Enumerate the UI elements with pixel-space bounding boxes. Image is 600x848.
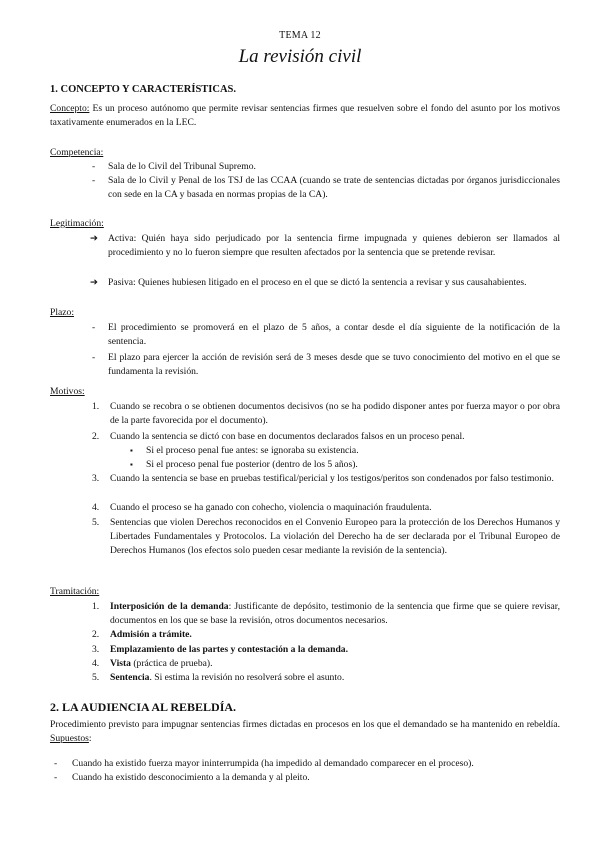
competencia-item: Sala de lo Civil y Penal de los TSJ de las CCAA (cuando se trate de sentencias dictadas por órganos jurisdiccionales con sede en la CA y basada en normas propias de la CA). — [108, 175, 560, 200]
competencia-item: Sala de lo Civil del Tribunal Supremo. — [108, 161, 256, 172]
supuestos-label: Supuestos — [50, 733, 89, 744]
list-number: 5. — [92, 517, 100, 528]
tramitacion-step: Emplazamiento de las partes y contestación a la demanda. — [110, 644, 348, 655]
list-number: 2. — [92, 431, 100, 442]
list-number: 4. — [92, 502, 100, 513]
tramitacion-step: Interposición de la demanda — [110, 601, 229, 612]
motivos-label: Motivos: — [50, 386, 85, 397]
tramitacion-detail: . Si estima la revisión no resolverá sobre el asunto. — [149, 672, 345, 683]
concepto-paragraph — [50, 102, 560, 130]
topic-number: TEMA 12 — [279, 30, 321, 41]
list-number: 4. — [92, 658, 100, 669]
tramitacion-item — [110, 657, 560, 671]
tramitacion-item — [110, 600, 560, 628]
list-number: 1. — [92, 401, 100, 412]
motivo-item: Cuando el proceso se ha ganado con cohecho, violencia o maquinación fraudulenta. — [110, 502, 432, 513]
bullet-dash: - — [92, 161, 96, 172]
motivo-subitem: Si el proceso penal fue antes: se ignoraba su existencia. — [146, 445, 359, 456]
tramitacion-item — [110, 643, 560, 657]
tramitacion-item — [110, 628, 560, 642]
tramitacion-detail: (práctica de prueba). — [130, 658, 213, 669]
arrow-bullet-icon: ➔ — [90, 233, 99, 244]
bullet-dash: - — [92, 175, 96, 186]
plazo-item: El plazo para ejercer la acción de revisión será de 3 meses desde que se tuvo conocimiento del motivo en el que se fundamenta la revisión. — [108, 352, 560, 377]
supuestos-colon: : — [88, 733, 92, 744]
section-1-heading: 1. CONCEPTO Y CARACTERÍSTICAS. — [50, 84, 237, 95]
tramitacion-detail: : Justificante de depósito, testimonio de la sentencia que firme que se quiere revisar, documentos en los que se base la revisión, otros documentos necesarios. — [110, 601, 560, 626]
bullet-dash: - — [92, 352, 96, 363]
list-number: 2. — [92, 629, 100, 640]
list-number: 3. — [92, 644, 100, 655]
list-number: 3. — [92, 473, 100, 484]
square-bullet-icon: ▪ — [130, 446, 133, 455]
audiencia-paragraph — [50, 718, 560, 746]
arrow-bullet-icon: ➔ — [90, 277, 99, 288]
square-bullet-icon: ▪ — [130, 460, 133, 469]
concepto-label: Concepto: — [50, 103, 90, 114]
plazo-item: El procedimiento se promoverá en el plazo de 5 años, a contar desde el día siguiente de la notificación de la sentencia. — [108, 322, 560, 347]
tramitacion-step: Vista — [110, 658, 131, 669]
tramitacion-item — [110, 671, 560, 685]
motivo-item: Sentencias que violen Derechos reconocidos en el Convenio Europeo para la protección de los Derechos Humanos y Libertades Fundamentales y Protocolos. La violación del Derecho ha de ser declarada por el Tribunal Europeo de Derechos Humanos (los efectos solo pueden cesar mediante la revisión de la sentencia). — [110, 517, 560, 556]
motivo-item: Cuando la sentencia se base en pruebas testifical/pericial y los testigos/peritos son condenados por falso testimonio. — [110, 473, 554, 484]
motivo-item: Cuando la sentencia se dictó con base en documentos declarados falsos en un proceso penal. — [110, 431, 465, 442]
motivo-subitem: Si el proceso penal fue posterior (dentro de los 5 años). — [146, 459, 358, 470]
legitimacion-label: Legitimación: — [50, 218, 104, 229]
plazo-label: Plazo: — [50, 307, 74, 318]
tramitacion-step: Sentencia — [110, 672, 150, 683]
bullet-dash: - — [92, 322, 96, 333]
concepto-text: Es un proceso autónomo que permite revisar sentencias firmes que resuelven sobre el fondo del asunto por los motivos taxativamente enumerados en la LEC. — [50, 103, 560, 128]
competencia-label: Competencia: — [50, 147, 104, 158]
bullet-dash: - — [54, 772, 58, 783]
legitimacion-item: Activa: Quién haya sido perjudicado por la sentencia firme impugnada y quienes debieron ser llamados al procedimiento y no lo fueron siempre que resulten afectados por la sentencia que se pretende revisar. — [108, 233, 560, 258]
page-title: La revisión civil — [238, 46, 362, 67]
legitimacion-item: Pasiva: Quienes hubiesen litigado en el proceso en el que se dictó la sentencia a revisar y sus causahabientes. — [108, 277, 527, 288]
tramitacion-label: Tramitación: — [50, 586, 100, 597]
supuesto-item: Cuando ha existido fuerza mayor ininterrumpida (ha impedido al demandado comparecer en el proceso). — [72, 758, 474, 769]
list-number: 5. — [92, 672, 100, 683]
list-number: 1. — [92, 601, 100, 612]
motivo-item: Cuando se recobra o se obtienen documentos decisivos (no se ha podido disponer antes por fuerza mayor o por obra de la parte favorecida por el documento). — [110, 401, 560, 426]
section-2-heading: 2. LA AUDIENCIA AL REBELDÍA. — [50, 700, 237, 714]
tramitacion-step: Admisión a trámite. — [110, 629, 192, 640]
supuesto-item: Cuando ha existido desconocimiento a la demanda y al pleito. — [72, 772, 310, 783]
bullet-dash: - — [54, 758, 58, 769]
audiencia-intro: Procedimiento previsto para impugnar sentencias firmes dictadas en procesos en los que el demandado se ha mantenido en rebeldía. — [50, 719, 560, 730]
